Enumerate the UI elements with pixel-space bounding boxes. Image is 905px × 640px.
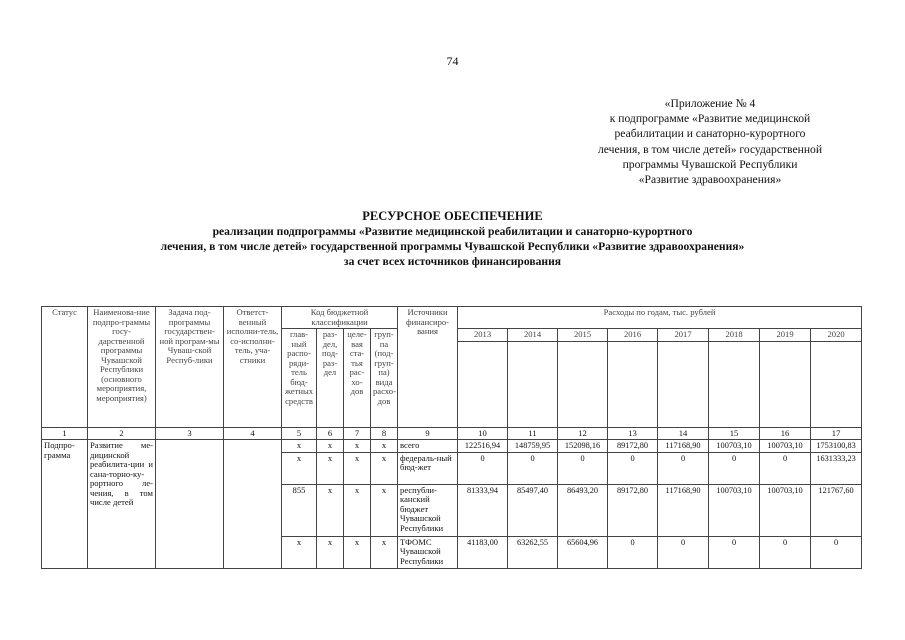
appendix-line: лечения, в том числе детей» государственной	[597, 142, 823, 156]
source-cell: всего	[398, 440, 458, 453]
code-chief-manager: x	[282, 452, 317, 484]
header-year-spacer	[709, 341, 760, 427]
header-year: 2018	[709, 329, 760, 342]
page-number: 74	[446, 54, 459, 68]
column-number: 16	[760, 427, 811, 440]
value-cell: 0	[658, 452, 709, 484]
code-target-article: x	[344, 440, 371, 453]
header-year-spacer	[558, 341, 608, 427]
value-cell: 0	[760, 536, 811, 568]
appendix-line: «Развитие здравоохранения»	[638, 173, 782, 187]
column-number: 7	[344, 427, 371, 440]
column-number: 10	[458, 427, 508, 440]
column-number: 5	[282, 427, 317, 440]
code-chief-manager: x	[282, 536, 317, 568]
value-cell: 100703,10	[709, 440, 760, 453]
header-year: 2016	[608, 329, 658, 342]
value-cell: 81333,94	[458, 484, 508, 536]
value-cell: 85497,40	[508, 484, 558, 536]
subprogram-name-cell: Развитие ме-дицинской реабилита-ции и сана-торно-ку-рортного ле-чения, в том числе детей	[88, 440, 156, 569]
header-status: Статус	[42, 307, 88, 428]
value-cell: 0	[709, 452, 760, 484]
code-chief-manager: x	[282, 440, 317, 453]
document-title	[0, 209, 905, 269]
code-chief-manager: 855	[282, 484, 317, 536]
source-cell: республи-канский бюджет Чувашской Республики	[398, 484, 458, 536]
value-cell: 152098,16	[558, 440, 608, 453]
value-cell: 0	[811, 536, 862, 568]
column-number: 4	[224, 427, 282, 440]
column-number: 15	[709, 427, 760, 440]
header-year: 2015	[558, 329, 608, 342]
appendix-note	[560, 96, 860, 187]
column-number: 9	[398, 427, 458, 440]
header-year: 2020	[811, 329, 862, 342]
value-cell: 0	[760, 452, 811, 484]
header-expenses: Расходы по годам, тыс. рублей	[458, 307, 862, 329]
column-number: 3	[156, 427, 224, 440]
appendix-line: реабилитации и санаторно-курортного	[614, 127, 806, 141]
column-number: 6	[317, 427, 344, 440]
table-row	[42, 440, 862, 453]
source-cell: ТФОМС Чувашской Республики	[398, 536, 458, 568]
column-number: 1	[42, 427, 88, 440]
code-section: x	[317, 536, 344, 568]
column-number: 17	[811, 427, 862, 440]
code-expense-group: x	[371, 440, 398, 453]
column-number-row	[42, 427, 862, 440]
source-cell: федераль-ный бюд-жет	[398, 452, 458, 484]
responsible-cell	[224, 440, 282, 569]
value-cell: 89172,80	[608, 484, 658, 536]
value-cell: 0	[658, 536, 709, 568]
value-cell: 0	[458, 452, 508, 484]
resource-table	[41, 306, 862, 569]
header-section: раз-дел, под-раз-дел	[317, 329, 344, 428]
value-cell: 86493,20	[558, 484, 608, 536]
title-heading: РЕСУРСНОЕ ОБЕСПЕЧЕНИЕ	[362, 209, 543, 223]
header-chief-manager: глав-ный распо-ряди-тель бюд-жетных средств	[282, 329, 317, 428]
header-name: Наименова-ние подпро-граммы госу-дарственной программы Чувашской Республики (основного мероприятия, мероприятия)	[88, 307, 156, 428]
code-target-article: x	[344, 452, 371, 484]
title-line: лечения, в том числе детей» государственной программы Чувашской Республики «Развитие здравоохранения»	[160, 240, 745, 253]
header-expense-group: груп-па (под-груп-па) вида расхо-дов	[371, 329, 398, 428]
value-cell: 1631333,23	[811, 452, 862, 484]
appendix-line: программы Чувашской Республики	[622, 157, 798, 171]
code-expense-group: x	[371, 452, 398, 484]
column-number: 2	[88, 427, 156, 440]
value-cell: 0	[608, 536, 658, 568]
title-line: реализации подпрограммы «Развитие медицинской реабилитации и санаторно-курортного	[212, 225, 693, 238]
column-number: 11	[508, 427, 558, 440]
value-cell: 0	[558, 452, 608, 484]
value-cell: 65604,96	[558, 536, 608, 568]
header-year: 2014	[508, 329, 558, 342]
value-cell: 122516,94	[458, 440, 508, 453]
status-cell: Подпро-грамма	[42, 440, 88, 569]
column-number: 14	[658, 427, 709, 440]
header-year: 2013	[458, 329, 508, 342]
header-target-article: целе-вая ста-тья рас-хо-дов	[344, 329, 371, 428]
appendix-line: к подпрограмме «Развитие медицинской	[609, 112, 811, 126]
header-year: 2017	[658, 329, 709, 342]
value-cell: 0	[608, 452, 658, 484]
code-target-article: x	[344, 536, 371, 568]
column-number: 12	[558, 427, 608, 440]
header-sources: Источники финансиро-вания	[398, 307, 458, 428]
value-cell: 89172,80	[608, 440, 658, 453]
value-cell: 100703,10	[709, 484, 760, 536]
value-cell: 0	[709, 536, 760, 568]
value-cell: 117168,90	[658, 484, 709, 536]
appendix-line: «Приложение № 4	[664, 97, 756, 110]
value-cell: 63262,55	[508, 536, 558, 568]
value-cell: 0	[508, 452, 558, 484]
task-cell	[156, 440, 224, 569]
value-cell: 100703,10	[760, 484, 811, 536]
value-cell: 148759,95	[508, 440, 558, 453]
value-cell: 100703,10	[760, 440, 811, 453]
header-budget-code: Код бюджетной классификации	[282, 307, 398, 329]
header-year-spacer	[508, 341, 558, 427]
value-cell: 1753100,83	[811, 440, 862, 453]
code-section: x	[317, 484, 344, 536]
header-task: Задача под-программы государствен-ной програм-мы Чуваш-ской Респуб-лики	[156, 307, 224, 428]
header-year-spacer	[811, 341, 862, 427]
header-year-spacer	[458, 341, 508, 427]
header-responsible: Ответст-венный исполни-тель, со-исполни-тель, уча-стники	[224, 307, 282, 428]
column-number: 8	[371, 427, 398, 440]
title-line: за счет всех источников финансирования	[343, 255, 562, 268]
column-number: 13	[608, 427, 658, 440]
code-section: x	[317, 452, 344, 484]
header-year-spacer	[658, 341, 709, 427]
value-cell: 41183,00	[458, 536, 508, 568]
code-section: x	[317, 440, 344, 453]
header-year: 2019	[760, 329, 811, 342]
header-year-spacer	[608, 341, 658, 427]
value-cell: 121767,60	[811, 484, 862, 536]
value-cell: 117168,90	[658, 440, 709, 453]
header-year-spacer	[760, 341, 811, 427]
code-expense-group: x	[371, 484, 398, 536]
code-expense-group: x	[371, 536, 398, 568]
code-target-article: x	[344, 484, 371, 536]
